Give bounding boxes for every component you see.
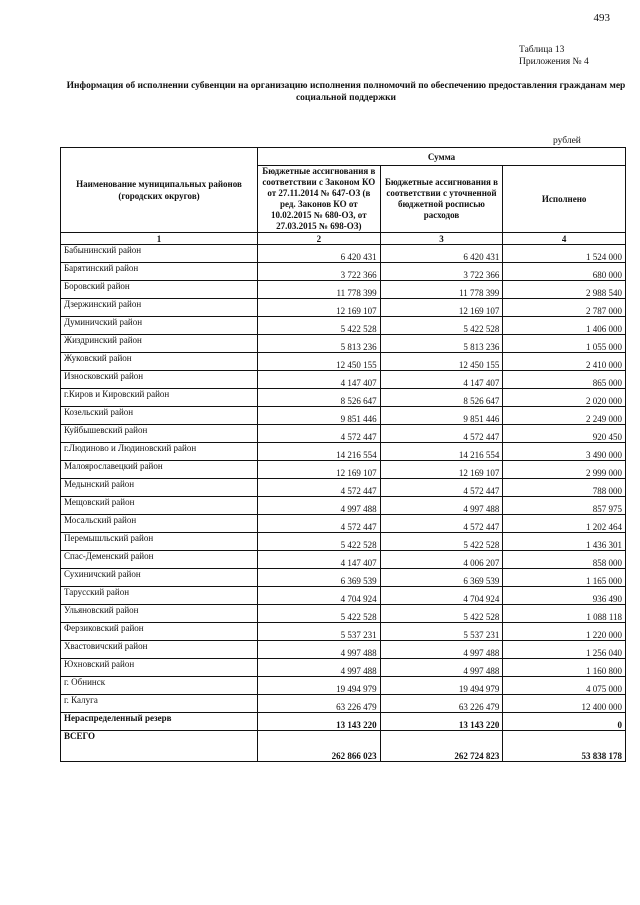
executed-value: 1 055 000 [503, 335, 626, 353]
budget-law-value: 4 572 447 [258, 425, 381, 443]
district-name: г. Обнинск [61, 677, 258, 695]
table-row [61, 569, 626, 587]
district-name: Юхновский район [61, 659, 258, 677]
table-row [61, 281, 626, 299]
table-reference [519, 44, 589, 68]
budget-refined-value: 19 494 979 [380, 677, 503, 695]
budget-refined-value: 11 778 399 [380, 281, 503, 299]
executed-value: 936 490 [503, 587, 626, 605]
table-row [61, 551, 626, 569]
page-number: 493 [593, 12, 610, 24]
table-row [61, 533, 626, 551]
budget-law-value: 6 420 431 [258, 245, 381, 263]
executed-value: 2 988 540 [503, 281, 626, 299]
budget-refined-value: 12 450 155 [380, 353, 503, 371]
district-name: Дзержинский район [61, 299, 258, 317]
district-name: Ульяновский район [61, 605, 258, 623]
district-name: Медынский район [61, 479, 258, 497]
budget-refined-value: 4 006 207 [380, 551, 503, 569]
budget-law-value: 19 494 979 [258, 677, 381, 695]
table-row [61, 695, 626, 713]
district-name: Жиздринский район [61, 335, 258, 353]
district-name: Мещовский район [61, 497, 258, 515]
table-row [61, 497, 626, 515]
budget-law-value: 63 226 479 [258, 695, 381, 713]
budget-law-value: 8 526 647 [258, 389, 381, 407]
budget-refined-value: 5 537 231 [380, 623, 503, 641]
budget-refined-value: 5 422 528 [380, 533, 503, 551]
table-row [61, 335, 626, 353]
executed-value: 0 [503, 713, 626, 731]
budget-law-value: 3 722 366 [258, 263, 381, 281]
total-row [61, 731, 626, 762]
district-name: Думиничский район [61, 317, 258, 335]
table-row [61, 623, 626, 641]
executed-value: 865 000 [503, 371, 626, 389]
table-row [61, 407, 626, 425]
district-name: Боровский район [61, 281, 258, 299]
table-row [61, 605, 626, 623]
budget-law-value: 12 169 107 [258, 299, 381, 317]
executed-value: 1 088 118 [503, 605, 626, 623]
budget-law-value: 4 147 407 [258, 551, 381, 569]
budget-law-value: 13 143 220 [258, 713, 381, 731]
column-number: 2 [258, 233, 381, 245]
header-budget-law: Бюджетные ассигнования в соответствии с Законом КО от 27.11.2014 № 647-ОЗ (в ред. Законов КО от 10.02.2015 № 680-ОЗ, от 27.03.2015 № 698-ОЗ) [258, 166, 381, 233]
executed-value: 1 406 000 [503, 317, 626, 335]
executed-value: 2 020 000 [503, 389, 626, 407]
header-name: Наименование муниципальных районов (городских округов) [61, 148, 258, 233]
table-row [61, 245, 626, 263]
column-number: 3 [380, 233, 503, 245]
budget-refined-value: 4 572 447 [380, 515, 503, 533]
budget-refined-value: 5 422 528 [380, 317, 503, 335]
executed-value: 788 000 [503, 479, 626, 497]
total-label: ВСЕГО [61, 731, 258, 762]
budget-refined-value: 4 997 488 [380, 659, 503, 677]
executed-value: 2 787 000 [503, 299, 626, 317]
budget-refined-value: 4 147 407 [380, 371, 503, 389]
table-row [61, 263, 626, 281]
budget-refined-value: 9 851 446 [380, 407, 503, 425]
executed-value: 2 410 000 [503, 353, 626, 371]
budget-refined-value: 3 722 366 [380, 263, 503, 281]
budget-refined-value: 8 526 647 [380, 389, 503, 407]
budget-law-value: 4 147 407 [258, 371, 381, 389]
budget-law-value: 4 997 488 [258, 641, 381, 659]
district-name: Перемышльский район [61, 533, 258, 551]
executed-value: 4 075 000 [503, 677, 626, 695]
budget-law-value: 11 778 399 [258, 281, 381, 299]
district-name: Мосальский район [61, 515, 258, 533]
budget-law-value: 9 851 446 [258, 407, 381, 425]
budget-law-value: 4 997 488 [258, 497, 381, 515]
budget-law-value: 4 572 447 [258, 479, 381, 497]
table-row [61, 425, 626, 443]
table-row [61, 443, 626, 461]
executed-value: 1 220 000 [503, 623, 626, 641]
table-row [61, 299, 626, 317]
header-budget-refined: Бюджетные ассигнования в соответствии с уточненной бюджетной росписью расходов [380, 166, 503, 233]
budget-refined-value: 63 226 479 [380, 695, 503, 713]
budget-refined-value: 6 369 539 [380, 569, 503, 587]
total-budget-law: 262 866 023 [258, 731, 381, 762]
executed-value: 1 202 464 [503, 515, 626, 533]
document-title: Информация об исполнении субвенции на организацию исполнения полномочий по обеспечению предоставления гражданам мер социальной поддержки [66, 81, 626, 103]
table-row [61, 659, 626, 677]
budget-law-value: 4 572 447 [258, 515, 381, 533]
executed-value: 2 249 000 [503, 407, 626, 425]
column-numbers-row [61, 233, 626, 245]
executed-value: 920 450 [503, 425, 626, 443]
executed-value: 1 256 040 [503, 641, 626, 659]
budget-law-value: 5 813 236 [258, 335, 381, 353]
table-row [61, 641, 626, 659]
budget-refined-value: 12 169 107 [380, 461, 503, 479]
table-row [61, 479, 626, 497]
table-row [61, 713, 626, 731]
executed-value: 858 000 [503, 551, 626, 569]
district-name: г.Людиново и Людиновский район [61, 443, 258, 461]
table-row [61, 317, 626, 335]
table-row [61, 353, 626, 371]
district-name: Ферзиковский район [61, 623, 258, 641]
district-name: г.Киров и Кировский район [61, 389, 258, 407]
budget-law-value: 6 369 539 [258, 569, 381, 587]
budget-refined-value: 13 143 220 [380, 713, 503, 731]
units-label: рублей [553, 136, 581, 146]
table-row [61, 461, 626, 479]
district-name: г. Калуга [61, 695, 258, 713]
budget-law-value: 5 422 528 [258, 533, 381, 551]
budget-refined-value: 4 997 488 [380, 641, 503, 659]
budget-law-value: 5 422 528 [258, 317, 381, 335]
subvention-table [60, 147, 626, 762]
district-name: Спас-Деменский район [61, 551, 258, 569]
district-name: Сухиничский район [61, 569, 258, 587]
budget-law-value: 4 704 924 [258, 587, 381, 605]
district-name: Куйбышевский район [61, 425, 258, 443]
executed-value: 680 000 [503, 263, 626, 281]
header-summa: Сумма [258, 148, 626, 166]
budget-law-value: 14 216 554 [258, 443, 381, 461]
budget-refined-value: 4 997 488 [380, 497, 503, 515]
budget-refined-value: 4 572 447 [380, 425, 503, 443]
budget-law-value: 12 450 155 [258, 353, 381, 371]
column-number: 4 [503, 233, 626, 245]
district-name: Малоярославецкий район [61, 461, 258, 479]
table-row [61, 371, 626, 389]
header-executed: Исполнено [503, 166, 626, 233]
executed-value: 857 975 [503, 497, 626, 515]
table-ref-line1: Таблица 13 [519, 45, 565, 55]
district-name: Тарусский район [61, 587, 258, 605]
district-name: Нераспределенный резерв [61, 713, 258, 731]
district-name: Износковский район [61, 371, 258, 389]
budget-refined-value: 5 813 236 [380, 335, 503, 353]
table-row [61, 515, 626, 533]
budget-law-value: 12 169 107 [258, 461, 381, 479]
budget-refined-value: 4 704 924 [380, 587, 503, 605]
budget-refined-value: 14 216 554 [380, 443, 503, 461]
executed-value: 1 524 000 [503, 245, 626, 263]
executed-value: 12 400 000 [503, 695, 626, 713]
district-name: Козельский район [61, 407, 258, 425]
district-name: Барятинский район [61, 263, 258, 281]
budget-refined-value: 6 420 431 [380, 245, 503, 263]
executed-value: 3 490 000 [503, 443, 626, 461]
executed-value: 1 165 000 [503, 569, 626, 587]
table-row [61, 587, 626, 605]
budget-law-value: 5 422 528 [258, 605, 381, 623]
district-name: Бабынинский район [61, 245, 258, 263]
total-executed: 53 838 178 [503, 731, 626, 762]
total-budget-refined: 262 724 823 [380, 731, 503, 762]
budget-law-value: 4 997 488 [258, 659, 381, 677]
table-row [61, 389, 626, 407]
executed-value: 1 436 301 [503, 533, 626, 551]
table-body [61, 245, 626, 731]
table-row [61, 677, 626, 695]
budget-refined-value: 12 169 107 [380, 299, 503, 317]
budget-law-value: 5 537 231 [258, 623, 381, 641]
district-name: Жуковский район [61, 353, 258, 371]
executed-value: 2 999 000 [503, 461, 626, 479]
executed-value: 1 160 800 [503, 659, 626, 677]
table-ref-line2: Приложения № 4 [519, 57, 589, 67]
column-number: 1 [61, 233, 258, 245]
district-name: Хвастовичский район [61, 641, 258, 659]
budget-refined-value: 4 572 447 [380, 479, 503, 497]
budget-refined-value: 5 422 528 [380, 605, 503, 623]
